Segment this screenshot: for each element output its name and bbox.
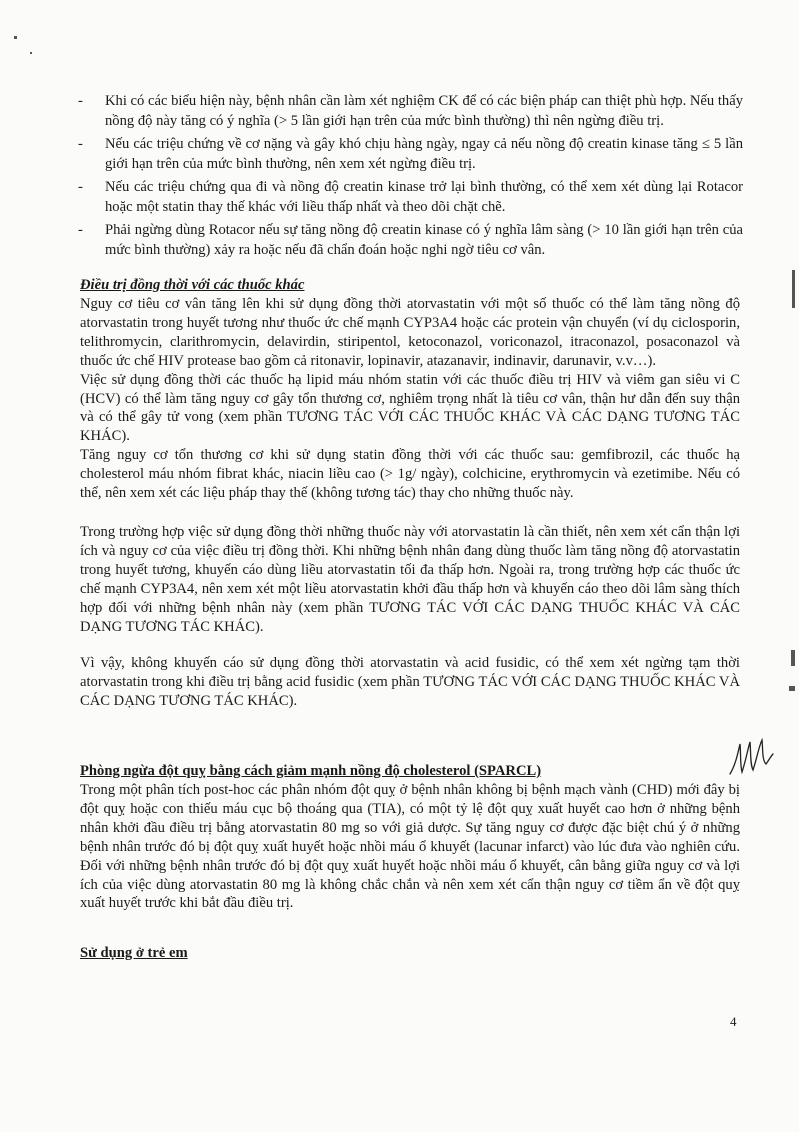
paragraph: Trong một phân tích post-hoc các phân nhóm đột quỵ ở bệnh nhân không bị bệnh mạch vành (CHD) mới đây bị đột quỵ hoặc con thiếu máu cục bộ thoáng qua (TIA), có một tỷ lệ đột quỵ xuất huyết cao hơn ở những bệnh nhân khởi đầu điều trị bằng atorvastatin 80 mg so với giả dược. Sự tăng nguy cơ được đặc biệt chú ý ở những bệnh nhân trước đó bị đột quỵ xuất huyết hoặc nhồi máu ổ khuyết (lacunar infarct) vào lúc đưa vào nghiên cứu. Đối với những bệnh nhân trước đó bị đột quỵ xuất huyết hoặc nhồi máu ổ khuyết, cân bằng giữa nguy cơ và lợi ích của việc dùng atorvastatin 80 mg là không chắc chắn và nên xem xét cẩn thận nguy cơ tiềm ẩn về đột quỵ xuất huyết trước khi bắt đầu điều trị. xyxy=(80,782,740,912)
bullet-text: Nếu các triệu chứng qua đi và nồng độ creatin kinase trở lại bình thường, có thể xem xét dùng lại Rotacor hoặc một statin thay thế khác với liều thấp nhất và theo dõi chặt chẽ. xyxy=(105,179,743,215)
bullet-item xyxy=(78,178,743,217)
bullet-marker: - xyxy=(78,222,83,238)
bullet-item xyxy=(78,92,743,131)
scan-edge-mark xyxy=(791,650,795,666)
section-heading: Điều trị đồng thời với các thuốc khác xyxy=(80,277,305,293)
bullet-text: Nếu các triệu chứng về cơ nặng và gây khó chịu hàng ngày, ngay cả nếu nồng độ creatin kinase tăng ≤ 5 lần giới hạn trên của mức bình thường, nên xem xét ngừng điều trị. xyxy=(105,136,743,172)
section-sparcl xyxy=(80,762,740,913)
section-pediatric xyxy=(80,944,740,963)
section-concomitant-drugs xyxy=(80,276,740,711)
section-heading: Sử dụng ở trẻ em xyxy=(80,945,188,961)
bullet-text: Phải ngừng dùng Rotacor nếu sự tăng nồng độ creatin kinase có ý nghĩa lâm sàng (> 10 lần giới hạn trên của mức bình thường) xảy ra hoặc nếu đã chẩn đoán hoặc nghi ngờ tiêu cơ vân. xyxy=(105,222,743,258)
bullet-marker: - xyxy=(78,136,83,152)
bullet-list xyxy=(78,92,743,264)
section-heading: Phòng ngừa đột quỵ bằng cách giảm mạnh nồng độ cholesterol (SPARCL) xyxy=(80,763,542,779)
scan-dust xyxy=(14,36,17,39)
scan-dust xyxy=(30,52,32,54)
handwritten-signature xyxy=(726,734,776,778)
page-number: 4 xyxy=(730,1014,737,1029)
paragraph: Việc sử dụng đồng thời các thuốc hạ lipid máu nhóm statin với các thuốc điều trị HIV và viêm gan siêu vi C (HCV) có thể làm tăng nguy cơ gây tổn thương cơ, nghiêm trọng nhất là tiêu cơ vân, thận hư dẫn đến suy thận và có thể gây tử vong (xem phần TƯƠNG TÁC VỚI CÁC THUỐC KHÁC VÀ CÁC DẠNG TƯƠNG TÁC KHÁC). xyxy=(80,371,740,445)
bullet-item xyxy=(78,135,743,174)
paragraph: Tăng nguy cơ tổn thương cơ khi sử dụng statin đồng thời với các thuốc sau: gemfibrozil, các thuốc hạ cholesterol máu nhóm fibrat khác, niacin liều cao (> 1g/ ngày), colchicine, erythromycin và ezetimibe. Nếu có thể, nên xem xét các liệu pháp thay thế (không tương tác) thay cho những thuốc này. xyxy=(80,447,740,502)
paragraph: Trong trường hợp việc sử dụng đồng thời những thuốc này với atorvastatin là cần thiết, nên xem xét cẩn thận lợi ích và nguy cơ của việc điều trị đồng thời. Khi những bệnh nhân đang dùng thuốc làm tăng nồng độ atorvastatin trong huyết tương, khuyến cáo dùng liều atorvastatin tối đa thấp hơn. Ngoài ra, trong trường hợp các thuốc ức chế mạnh CYP3A4, nên xem xét một liều atorvastatin khởi đầu thấp hơn và khuyến cáo theo dõi lâm sàng thích hợp đối với những bệnh nhân này (xem phần TƯƠNG TÁC VỚI CÁC DẠNG THUỐC KHÁC VÀ CÁC DẠNG TƯƠNG TÁC KHÁC). xyxy=(80,523,740,635)
paragraph: Nguy cơ tiêu cơ vân tăng lên khi sử dụng đồng thời atorvastatin với một số thuốc có thể làm tăng nồng độ atorvastatin trong huyết tương như thuốc ức chế mạnh CYP3A4 hoặc các protein vận chuyển (ví dụ ciclosporin, telithromycin, clarithromycin, delavirdin, stiripentol, ketoconazol, voriconazol, itraconazol, posaconazol và thuốc ức chế HIV protease bao gồm cả ritonavir, lopinavir, atazanavir, indinavir, darunavir, v.v…). xyxy=(80,296,740,369)
bullet-marker: - xyxy=(78,93,83,109)
bullet-text: Khi có các biểu hiện này, bệnh nhân cần làm xét nghiệm CK để có các biện pháp can thiệt phù hợp. Nếu thấy nồng độ này tăng có ý nghĩa (> 5 lần giới hạn trên của mức bình thường) thì nên ngừng điều trị. xyxy=(105,93,743,129)
bullet-marker: - xyxy=(78,179,83,195)
scan-edge-mark xyxy=(789,686,795,691)
scan-edge-mark xyxy=(792,270,795,308)
paragraph: Vì vậy, không khuyến cáo sử dụng đồng thời atorvastatin và acid fusidic, có thể xem xét ngừng tạm thời atorvastatin trong khi điều trị bằng acid fusidic (xem phần TƯƠNG TÁC VỚI CÁC DẠNG THUỐC KHÁC VÀ CÁC DẠNG TƯƠNG TÁC KHÁC). xyxy=(80,655,740,710)
bullet-item xyxy=(78,221,743,260)
